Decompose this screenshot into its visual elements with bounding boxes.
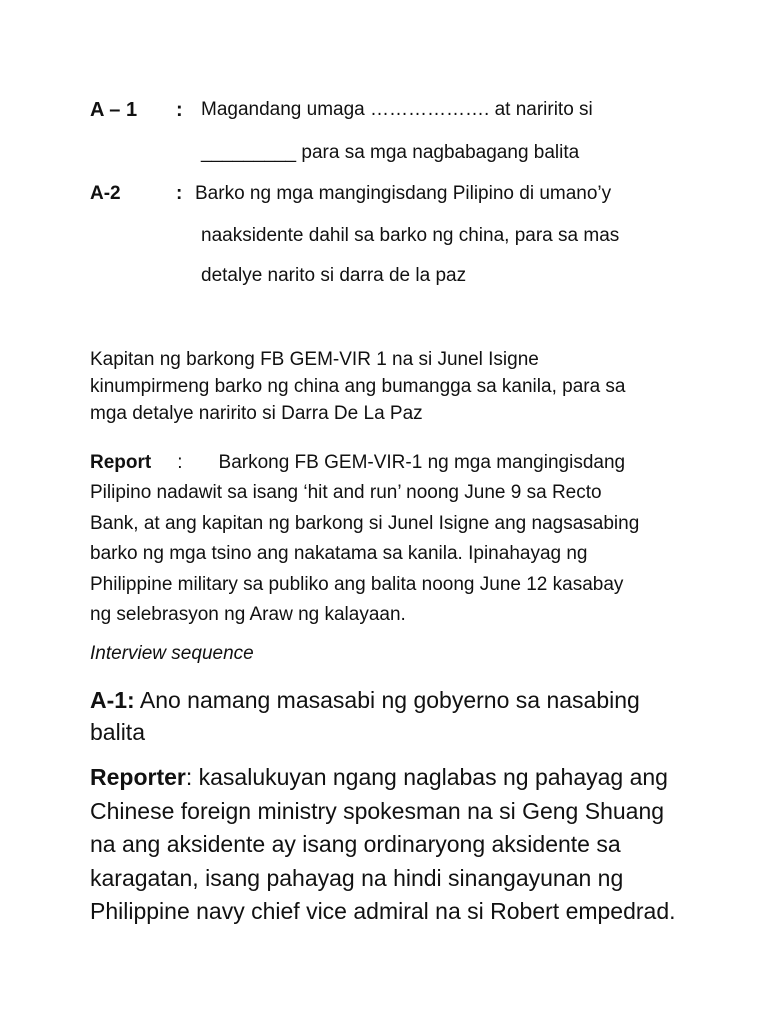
speaker-a1-colon: : xyxy=(176,99,183,121)
report-line: Pilipino nadawit sa isang ‘hit and run’ noong June 9 sa Recto xyxy=(90,482,602,504)
a1-intro-line-2: _________ para sa mga nagbabagang balita xyxy=(201,142,580,163)
report-label: Report xyxy=(90,452,152,473)
kapitan-paragraph-line: mga detalye naririto si Darra De La Paz xyxy=(90,403,423,424)
a2-intro-line-1: Barko ng mga mangingisdang Pilipino di umano’y xyxy=(195,183,612,204)
interview-sequence-heading: Interview sequence xyxy=(90,643,254,664)
report-line: Philippine military sa publiko ang balita noong June 12 kasabay xyxy=(90,573,624,595)
reporter-answer-line: Philippine navy chief vice admiral na si Robert empedrad. xyxy=(90,898,676,924)
reporter-answer-line: karagatan, isang pahayag na hindi sinangayunan ng xyxy=(90,864,624,891)
a1-question-line-2: balita xyxy=(90,719,145,745)
report-colon: : xyxy=(177,452,183,473)
report-line: ng selebrasyon ng Araw ng kalayaan. xyxy=(90,604,406,626)
a1-question-line-1 xyxy=(90,684,690,716)
report-paragraph xyxy=(90,448,690,630)
reporter-answer-line-1 xyxy=(90,761,690,795)
a1-question-text: Ano namang masasabi ng gobyerno sa nasabing xyxy=(139,687,640,713)
speaker-a2-label: A-2 xyxy=(90,183,121,204)
reporter-answer-line: na ang aksidente ay isang ordinaryong aksidente sa xyxy=(90,831,621,857)
a2-intro-line-3: detalye narito si darra de la paz xyxy=(201,265,467,286)
reporter-answer-line: Chinese foreign ministry spokesman na si Geng Shuang xyxy=(90,797,665,824)
report-first-line xyxy=(90,448,690,478)
report-first-line-text: Barkong FB GEM-VIR-1 ng mga mangingisdang xyxy=(218,452,626,473)
a2-intro-line-2: naaksidente dahil sa barko ng china, para sa mas xyxy=(201,225,620,246)
kapitan-paragraph xyxy=(90,346,690,427)
kapitan-paragraph-line: Kapitan ng barkong FB GEM-VIR 1 na si Junel Isigne xyxy=(90,349,539,370)
reporter-answer xyxy=(90,761,690,929)
speaker-a1-label: A – 1 xyxy=(90,99,138,121)
speaker-a2-colon: : xyxy=(176,183,183,204)
report-line: Bank, at ang kapitan ng barkong si Junel Isigne ang nagsasabing xyxy=(90,512,640,534)
a1-question-speaker: A-1: xyxy=(90,687,135,713)
kapitan-paragraph-line: kinumpirmeng barko ng china ang bumangga sa kanila, para sa xyxy=(90,376,626,397)
reporter-speaker: Reporter xyxy=(90,764,186,790)
report-line: barko ng mga tsino ang nakatama sa kanila. Ipinahayag ng xyxy=(90,543,588,565)
reporter-answer-text: : kasalukuyan ngang naglabas ng pahayag ang xyxy=(185,764,668,790)
a1-intro-line-1: Magandang umaga ………………. at naririto si xyxy=(201,99,593,120)
a1-question xyxy=(90,684,690,748)
